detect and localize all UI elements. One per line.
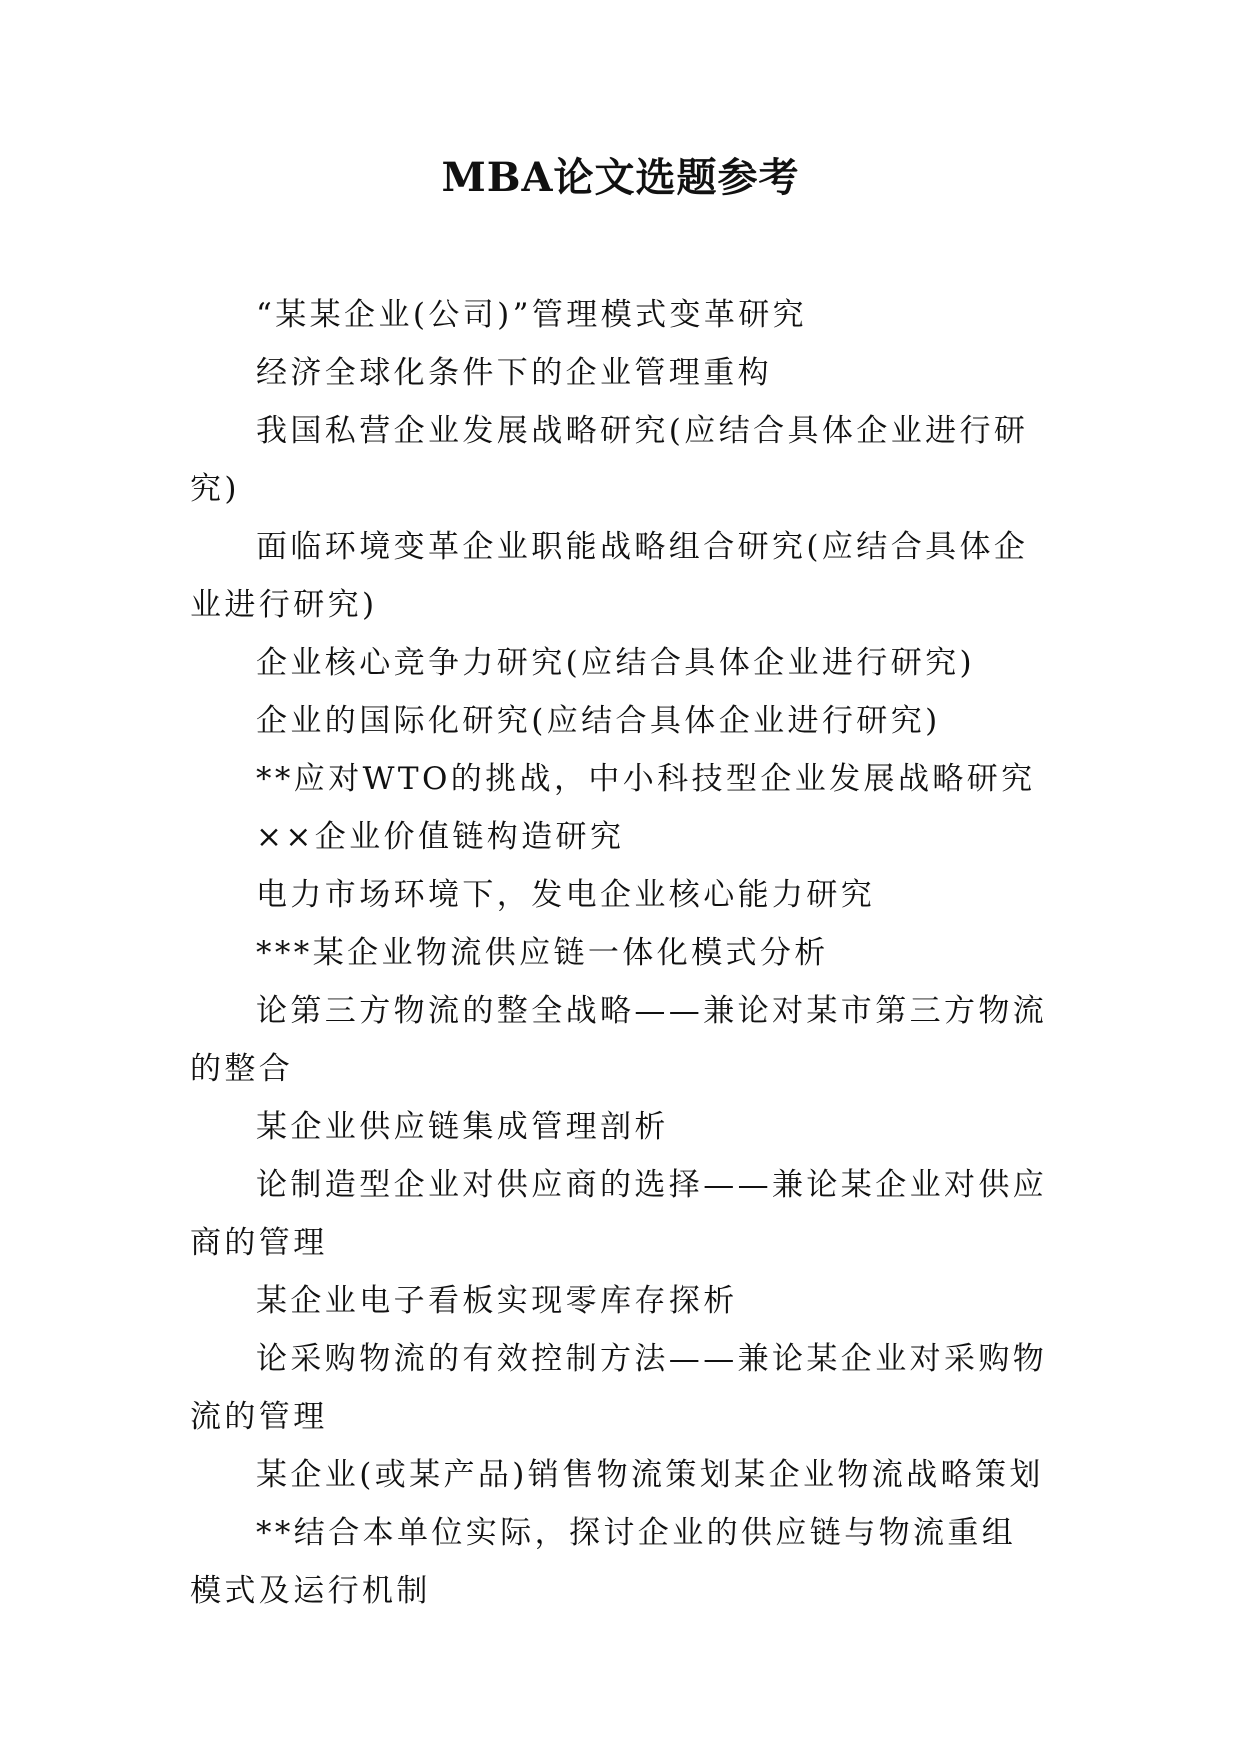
topic-item: 面临环境变革企业职能战略组合研究(应结合具体企业进行研究) [190,529,1029,623]
topic-item: **应对WTO的挑战，中小科技型企业发展战略研究 [256,761,1036,797]
topic-item: 我国私营企业发展战略研究(应结合具体企业进行研究) [190,413,1029,507]
topic-item: 论制造型企业对供应商的选择——兼论某企业对供应商的管理 [190,1167,1048,1261]
topic-item: 论采购物流的有效控制方法——兼论某企业对采购物流的管理 [190,1341,1048,1435]
topic-item: 经济全球化条件下的企业管理重构 [256,355,772,391]
topic-item: **结合本单位实际，探讨企业的供应链与物流重组模式及运行机制 [190,1515,1017,1609]
topic-list [190,286,1050,1620]
topic-item: 某企业供应链集成管理剖析 [256,1109,669,1145]
topic-item: 论第三方物流的整全战略——兼论对某市第三方物流的整合 [190,993,1048,1087]
topic-item: 电力市场环境下，发电企业核心能力研究 [256,877,876,913]
topic-item: ***某企业物流供应链一体化模式分析 [256,935,829,971]
document-title: MBA论文选题参考 [441,154,800,201]
topic-item: 企业核心竞争力研究(应结合具体企业进行研究) [256,645,975,681]
topic-item: 某企业电子看板实现零库存探析 [256,1283,738,1319]
topic-item: 企业的国际化研究(应结合具体企业进行研究) [256,703,941,739]
topic-item: “某某企业(公司)”管理模式变革研究 [256,297,808,333]
topic-item: ××企业价值链构造研究 [256,819,625,855]
topic-item: 某企业(或某产品)销售物流策划某企业物流战略策划 [256,1457,1044,1493]
